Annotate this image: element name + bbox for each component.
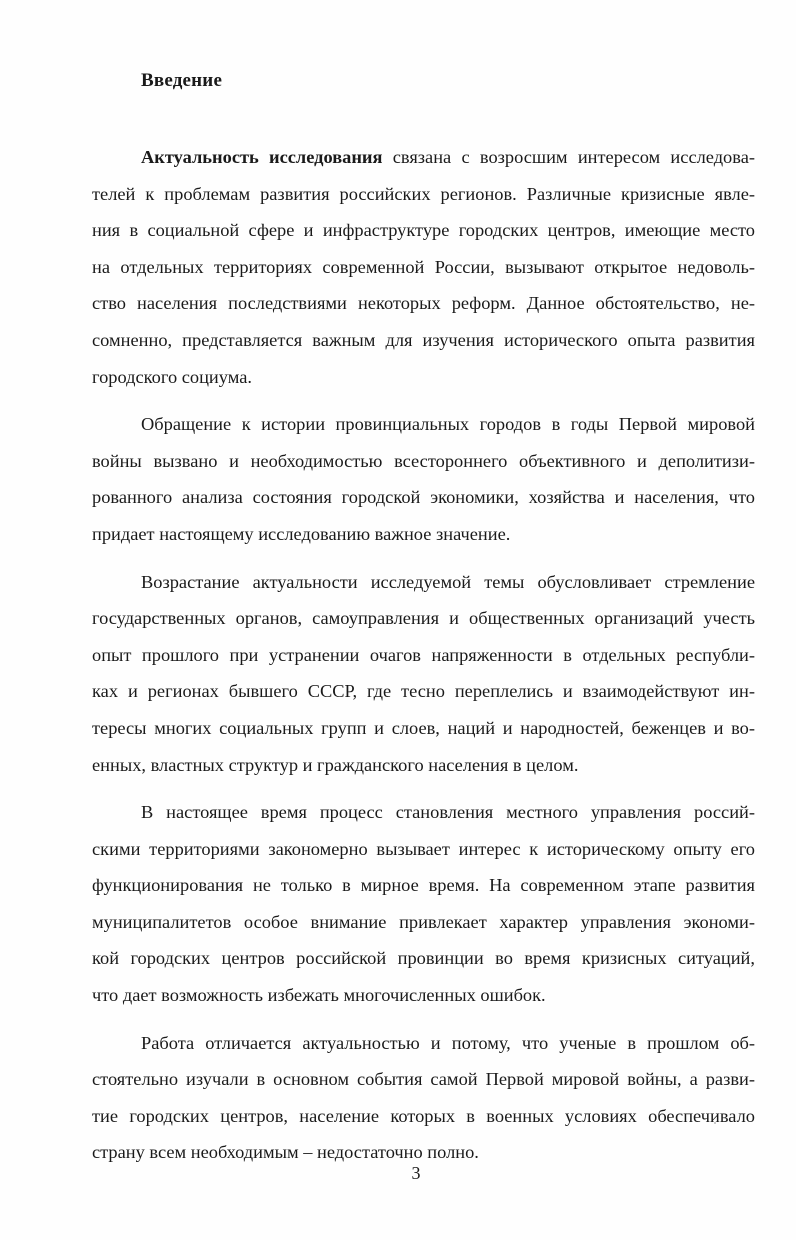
page-number: 3 xyxy=(411,1163,421,1183)
paragraph xyxy=(92,564,755,784)
text-line: скими территориями закономерно вызывает интерес к историческому опыту его xyxy=(92,838,755,859)
text-line: тересы многих социальных групп и слоев, наций и народностей, беженцев и во- xyxy=(92,717,755,738)
text-line: придает настоящему исследованию важное значение. xyxy=(92,523,511,544)
paragraph xyxy=(92,1025,755,1171)
text-line: опыт прошлого при устранении очагов напряженности в отдельных республи- xyxy=(92,644,755,665)
text-line: Возрастание актуальности исследуемой темы обусловливает стремление xyxy=(141,571,755,592)
text-line: стоятельно изучали в основном события самой Первой мировой войны, а разви- xyxy=(92,1069,755,1090)
text-line: телей к проблемам развития российских регионов. Различные кризисные явле- xyxy=(92,183,755,204)
text-line: Обращение к истории провинциальных городов в годы Первой мировой xyxy=(141,414,755,435)
text-line: войны вызвано и необходимостью всестороннего объективного и деполитизи- xyxy=(92,450,755,471)
text-line: ния в социальной сфере и инфраструктуре городских центров, имеющие место xyxy=(92,220,755,241)
text-line: тие городских центров, население которых в военных условиях обеспечивало xyxy=(92,1105,755,1126)
text-line: муниципалитетов особое внимание привлекает характер управления экономи- xyxy=(92,911,755,932)
text-line: функционирования не только в мирное время. На современном этапе развития xyxy=(92,875,755,896)
text-line: государственных органов, самоуправления и общественных организаций учесть xyxy=(92,608,755,629)
text-line: ство населения последствиями некоторых реформ. Данное обстоятельство, не- xyxy=(92,293,755,314)
text-line: В настоящее время процесс становления местного управления россий- xyxy=(141,802,755,823)
text-line: городского социума. xyxy=(92,366,253,387)
paragraph xyxy=(92,794,755,1014)
paragraph-spacer xyxy=(92,395,755,406)
section-heading: Введение xyxy=(141,70,223,91)
text-line xyxy=(92,139,755,176)
text-line: рованного анализа состояния городской экономики, хозяйства и населения, что xyxy=(92,487,755,508)
text-line: на отдельных территориях современной России, вызывают открытое недоволь- xyxy=(92,256,755,277)
paragraph-spacer xyxy=(92,1014,755,1025)
text-line: енных, властных структур и гражданского населения в целом. xyxy=(92,754,579,775)
paragraph-spacer xyxy=(92,783,755,794)
text-line: Работа отличается актуальностью и потому, что ученые в прошлом об- xyxy=(141,1032,755,1053)
paragraph xyxy=(92,406,755,552)
text-line: кой городских центров российской провинции во время кризисных ситуаций, xyxy=(92,948,755,969)
body-text xyxy=(92,139,755,1171)
lead-phrase: Актуальность исследования xyxy=(141,147,383,167)
text-line: что дает возможность избежать многочисленных ошибок. xyxy=(92,985,546,1006)
line-text: связана с возросшим интересом исследова- xyxy=(382,147,755,167)
paragraph-spacer xyxy=(92,553,755,564)
text-line: страну всем необходимым – недостаточно полно. xyxy=(92,1142,479,1163)
text-line: ках и регионах бывшего СССР, где тесно переплелись и взаимодействуют ин- xyxy=(92,681,755,702)
paragraph xyxy=(92,139,755,395)
text-line: сомненно, представляется важным для изучения исторического опыта развития xyxy=(92,329,755,350)
